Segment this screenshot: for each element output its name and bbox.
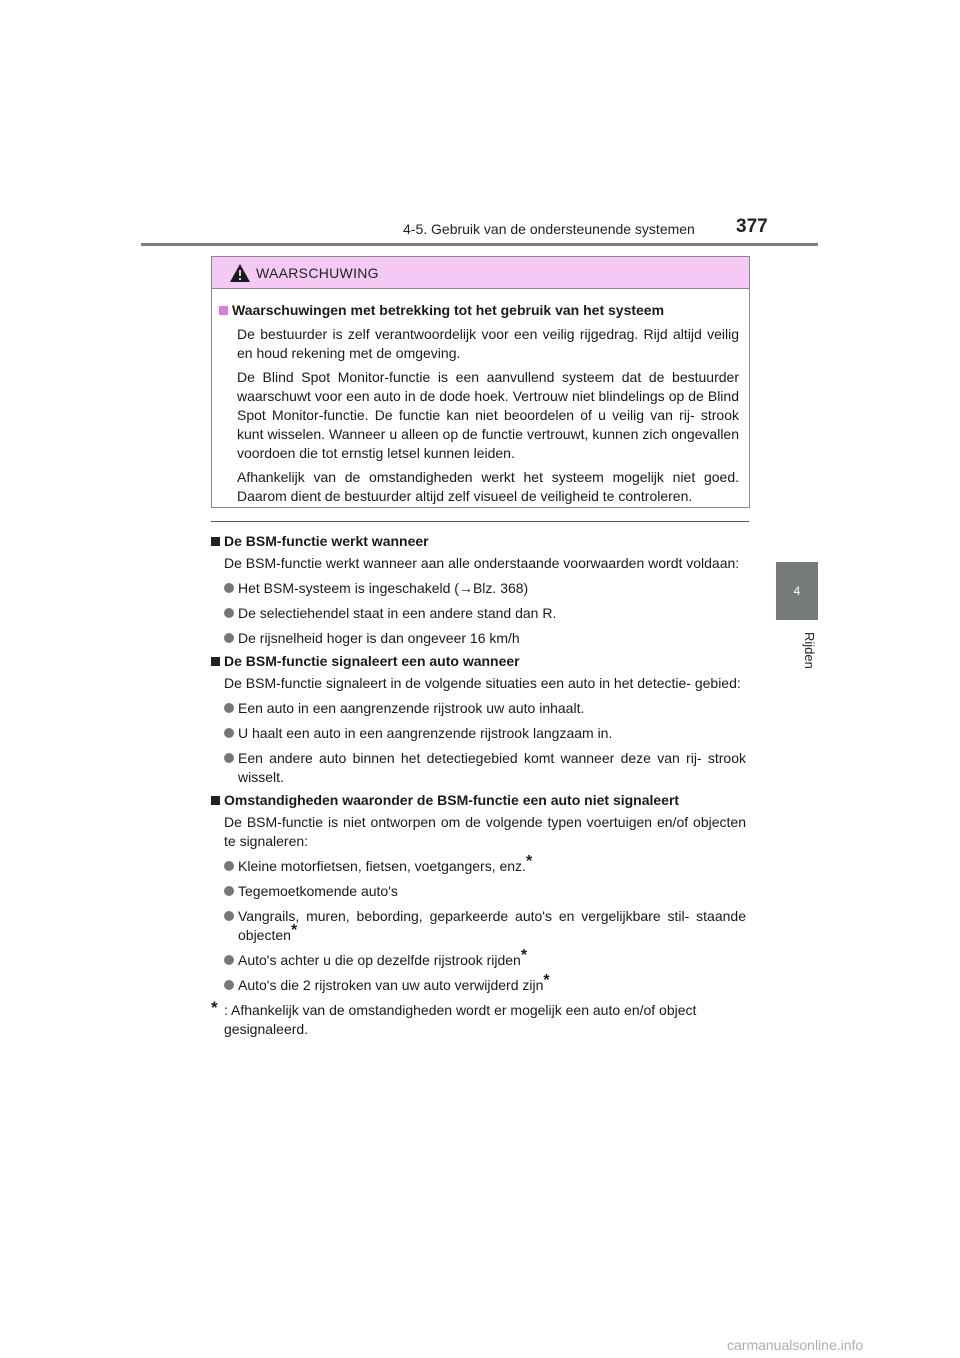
footnote-star-icon: *: [290, 922, 298, 939]
section-intro: De BSM-functie signaleert in de volgende situaties een auto in het detectie- gebied:: [224, 675, 741, 691]
section-heading: [211, 532, 746, 551]
list-item-text: [238, 947, 746, 970]
list-item-text: Een auto in een aangrenzende rijstrook uw auto inhaalt.: [238, 700, 585, 716]
warning-paragraph: De Blind Spot Monitor-functie is een aanvullend systeem dat de bestuurder waarschuwt voor een auto in de dode hoek. Vertrouw niet blindelings op de Blind Spot Monitor-functie. De functie kan niet beoordelen of u veilig van rij- strook kunt wisselen. Wanneer u alleen op de functie vertrouwt, kunnen zich ongevallen voordoen die tot ernstig letsel kunnen leiden.: [237, 369, 739, 461]
list-item-text: U haalt een auto in een aangrenzende rijstrook langzaam in.: [238, 725, 613, 741]
square-bullet-icon: [211, 657, 220, 666]
bullet-dot-icon: [224, 583, 234, 593]
list-item: [224, 604, 746, 623]
bullet-dot-icon: [224, 955, 234, 965]
list-item-text: Een andere auto binnen het detectiegebied komt wanneer deze van rij- strook wisselt.: [238, 750, 746, 785]
warning-heading: [219, 301, 739, 320]
header-rule: [141, 243, 818, 246]
footnote-text: Afhankelijk van de omstandigheden wordt er mogelijk een auto en/of object gesignaleerd.: [224, 1002, 697, 1037]
page-number: 377: [736, 216, 768, 237]
bullet-dot-icon: [224, 728, 234, 738]
watermark: carmanualsonline.info: [727, 1337, 864, 1353]
list-item: [224, 699, 746, 718]
content-rule: [211, 521, 749, 522]
bullet-dot-icon: [224, 703, 234, 713]
list-item-text: Tegemoetkomende auto's: [238, 883, 398, 899]
footnote: [211, 998, 746, 1039]
section-operation-conditions: [211, 532, 746, 648]
list-item: [224, 749, 746, 787]
footnote-star-icon: *: [543, 972, 550, 989]
list-item-text: [238, 853, 746, 876]
list-item: [224, 579, 746, 598]
bullet-dot-icon: [224, 633, 234, 643]
bullet-dot-icon: [224, 861, 234, 871]
section-intro: De BSM-functie is niet ontworpen om de volgende typen voertuigen en/of objecten te signaleren:: [224, 814, 746, 849]
warning-body: [212, 289, 749, 506]
section-heading-text: De BSM-functie werkt wanneer: [224, 533, 429, 549]
list-item-label: Auto's die 2 rijstroken van uw auto verwijderd zijn: [238, 977, 544, 993]
list-item: [224, 853, 746, 876]
bullet-dot-icon: [224, 608, 234, 618]
list-item: [224, 629, 746, 648]
main-content: [211, 528, 746, 1039]
list-item-text: Het BSM-systeem is ingeschakeld (→Blz. 368): [238, 580, 529, 596]
list-item-label: Auto's achter u die op dezelfde rijstrook rijden: [238, 952, 521, 968]
list-item-text: [238, 972, 746, 995]
bullet-dot-icon: [224, 753, 234, 763]
bullet-dot-icon: [224, 886, 234, 896]
warning-heading-text: Waarschuwingen met betrekking tot het gebruik van het systeem: [232, 302, 665, 318]
footnote-star-icon: *: [520, 947, 528, 964]
footnote-mark: [211, 998, 224, 1039]
footnote-star-icon: *: [211, 998, 218, 1017]
warning-title: WAARSCHUWING: [256, 265, 379, 281]
list-item: [224, 972, 746, 995]
bullet-dot-icon: [224, 911, 234, 921]
section-intro: De BSM-functie werkt wanneer aan alle onderstaande voorwaarden wordt voldaan:: [224, 555, 740, 571]
list-item-text: [238, 907, 746, 945]
list-item: [224, 947, 746, 970]
section-heading-text: Omstandigheden waaronder de BSM-functie een auto niet signaleert: [224, 792, 680, 808]
warning-box: [211, 256, 750, 508]
chapter-tab[interactable]: 4: [776, 562, 818, 620]
list-item-text: De selectiehendel staat in een andere stand dan R.: [238, 605, 557, 621]
warning-paragraph: De bestuurder is zelf verantwoordelijk voor een veilig rijgedrag. Rijd altijd veilig en houd rekening met de omgeving.: [237, 326, 739, 361]
header-section-title: 4-5. Gebruik van de ondersteunende systemen: [403, 221, 695, 237]
warning-paragraph: Afhankelijk van de omstandigheden werkt het systeem mogelijk niet goed. Daarom dient de bestuurder altijd zelf visueel de veiligheid te controleren.: [237, 469, 739, 504]
section-heading: [211, 652, 746, 671]
section-heading: [211, 791, 746, 810]
list-item: [224, 882, 746, 901]
warning-header: [212, 257, 749, 289]
section-detection-conditions: [211, 652, 746, 787]
list-item: [224, 907, 746, 945]
list-item-label: Vangrails, muren, bebording, geparkeerde auto's en vergelijkbare stil- staande objecten: [238, 908, 746, 943]
warning-triangle-icon: [229, 263, 251, 283]
square-bullet-icon: [211, 537, 220, 546]
chapter-label: Rijden: [802, 632, 817, 669]
footnote-star-icon: *: [525, 853, 533, 870]
section-non-detection: [211, 791, 746, 995]
footnote-separator: :: [224, 1002, 228, 1018]
list-item-label: Kleine motorfietsen, fietsen, voetgangers, enz.: [238, 858, 526, 874]
footnote-text-wrap: [224, 1001, 746, 1039]
bullet-dot-icon: [224, 980, 234, 990]
list-item: [224, 724, 746, 743]
square-bullet-icon: [211, 796, 220, 805]
square-bullet-icon: [219, 306, 228, 315]
section-heading-text: De BSM-functie signaleert een auto wanneer: [224, 653, 520, 669]
list-item-text: De rijsnelheid hoger is dan ongeveer 16 km/h: [238, 630, 520, 646]
